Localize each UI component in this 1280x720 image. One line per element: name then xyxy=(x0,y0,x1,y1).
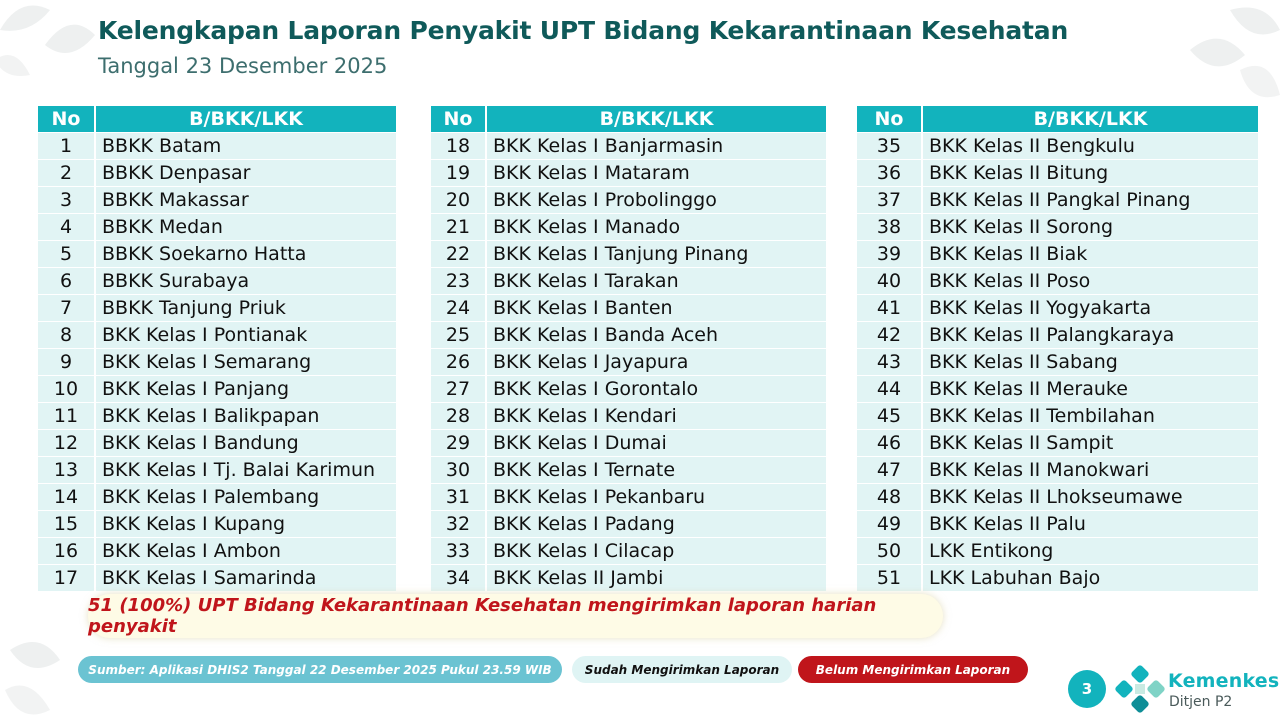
row-number: 45 xyxy=(857,403,922,430)
legend-not-reported xyxy=(798,656,1028,683)
table-row xyxy=(431,484,827,511)
row-number: 8 xyxy=(38,322,95,349)
row-unit-name: BKK Kelas I Palembang xyxy=(95,484,397,511)
row-number: 38 xyxy=(857,214,922,241)
col-header-no: No xyxy=(38,106,95,133)
table-row xyxy=(431,376,827,403)
row-number: 49 xyxy=(857,511,922,538)
row-number: 23 xyxy=(431,268,486,295)
table-row xyxy=(857,322,1259,349)
table-row xyxy=(857,511,1259,538)
table-row xyxy=(38,565,397,592)
table-row xyxy=(857,457,1259,484)
table-row xyxy=(857,565,1259,592)
table-row xyxy=(38,430,397,457)
row-number: 6 xyxy=(38,268,95,295)
row-number: 27 xyxy=(431,376,486,403)
col-header-name: B/BKK/LKK xyxy=(95,106,397,133)
row-unit-name: BKK Kelas I Semarang xyxy=(95,349,397,376)
row-number: 1 xyxy=(38,133,95,160)
table-row xyxy=(857,484,1259,511)
table-row xyxy=(431,538,827,565)
table-row xyxy=(431,403,827,430)
row-number: 41 xyxy=(857,295,922,322)
table-row xyxy=(38,538,397,565)
row-number: 22 xyxy=(431,241,486,268)
col-header-name: B/BKK/LKK xyxy=(922,106,1259,133)
row-unit-name: BKK Kelas I Kendari xyxy=(486,403,827,430)
row-number: 16 xyxy=(38,538,95,565)
row-number: 32 xyxy=(431,511,486,538)
row-number: 50 xyxy=(857,538,922,565)
table-row xyxy=(38,457,397,484)
legend-not-reported-label: Belum Mengirimkan Laporan xyxy=(815,662,1011,677)
table-row xyxy=(38,241,397,268)
row-unit-name: BBKK Denpasar xyxy=(95,160,397,187)
row-number: 36 xyxy=(857,160,922,187)
row-number: 48 xyxy=(857,484,922,511)
row-number: 9 xyxy=(38,349,95,376)
row-unit-name: BKK Kelas I Jayapura xyxy=(486,349,827,376)
row-unit-name: BKK Kelas I Kupang xyxy=(95,511,397,538)
row-number: 13 xyxy=(38,457,95,484)
table-row xyxy=(857,241,1259,268)
table-row xyxy=(38,511,397,538)
table-row xyxy=(431,565,827,592)
row-unit-name: BKK Kelas I Panjang xyxy=(95,376,397,403)
row-unit-name: BKK Kelas I Banjarmasin xyxy=(486,133,827,160)
row-number: 42 xyxy=(857,322,922,349)
table-row xyxy=(857,160,1259,187)
table-row xyxy=(431,511,827,538)
row-unit-name: BKK Kelas I Mataram xyxy=(486,160,827,187)
row-unit-name: BKK Kelas I Ambon xyxy=(95,538,397,565)
row-number: 44 xyxy=(857,376,922,403)
row-unit-name: BKK Kelas I Padang xyxy=(486,511,827,538)
decor-shape-top-right xyxy=(1170,0,1280,120)
logo-name: Kemenkes xyxy=(1168,670,1280,692)
table-row xyxy=(431,241,827,268)
table-row xyxy=(431,457,827,484)
table-row xyxy=(38,214,397,241)
row-unit-name: BKK Kelas II Sorong xyxy=(922,214,1259,241)
page-number-text: 3 xyxy=(1081,680,1093,698)
table-row xyxy=(431,160,827,187)
row-unit-name: BKK Kelas II Bengkulu xyxy=(922,133,1259,160)
row-unit-name: LKK Entikong xyxy=(922,538,1259,565)
decor-shape-bottom-left xyxy=(0,630,90,720)
source-badge xyxy=(78,656,562,683)
row-number: 21 xyxy=(431,214,486,241)
row-number: 37 xyxy=(857,187,922,214)
table-row xyxy=(857,268,1259,295)
row-unit-name: BKK Kelas II Palu xyxy=(922,511,1259,538)
table-row xyxy=(857,187,1259,214)
col-header-no: No xyxy=(431,106,486,133)
row-unit-name: BKK Kelas II Poso xyxy=(922,268,1259,295)
table-row xyxy=(38,268,397,295)
report-table-1 xyxy=(38,106,398,591)
table-row xyxy=(857,430,1259,457)
row-number: 51 xyxy=(857,565,922,592)
row-unit-name: BKK Kelas II Tembilahan xyxy=(922,403,1259,430)
row-unit-name: BKK Kelas I Banten xyxy=(486,295,827,322)
table-row xyxy=(38,160,397,187)
row-unit-name: BKK Kelas I Manado xyxy=(486,214,827,241)
row-unit-name: BKK Kelas II Jambi xyxy=(486,565,827,592)
table-row xyxy=(857,376,1259,403)
row-unit-name: BBKK Soekarno Hatta xyxy=(95,241,397,268)
row-unit-name: BKK Kelas II Sabang xyxy=(922,349,1259,376)
row-number: 4 xyxy=(38,214,95,241)
row-unit-name: BKK Kelas I Bandung xyxy=(95,430,397,457)
row-unit-name: BBKK Makassar xyxy=(95,187,397,214)
row-number: 2 xyxy=(38,160,95,187)
table-row xyxy=(857,214,1259,241)
table-row xyxy=(431,322,827,349)
row-unit-name: BKK Kelas II Lhokseumawe xyxy=(922,484,1259,511)
table-row xyxy=(38,295,397,322)
row-number: 5 xyxy=(38,241,95,268)
table-row xyxy=(857,349,1259,376)
row-unit-name: BBKK Medan xyxy=(95,214,397,241)
table-row xyxy=(38,187,397,214)
source-text: Sumber: Aplikasi DHIS2 Tanggal 22 Desember 2025 Pukul 23.59 WIB xyxy=(88,662,552,677)
page-number xyxy=(1068,670,1106,708)
logo-subtitle: Ditjen P2 xyxy=(1169,694,1233,710)
table-row xyxy=(431,187,827,214)
row-number: 34 xyxy=(431,565,486,592)
row-unit-name: BKK Kelas I Pekanbaru xyxy=(486,484,827,511)
row-unit-name: BKK Kelas I Tarakan xyxy=(486,268,827,295)
row-unit-name: BKK Kelas I Banda Aceh xyxy=(486,322,827,349)
row-number: 11 xyxy=(38,403,95,430)
row-unit-name: BKK Kelas I Pontianak xyxy=(95,322,397,349)
table-row xyxy=(431,268,827,295)
report-table-3 xyxy=(857,106,1260,591)
table-row xyxy=(38,403,397,430)
row-number: 29 xyxy=(431,430,486,457)
table-row xyxy=(431,133,827,160)
row-number: 17 xyxy=(38,565,95,592)
row-number: 47 xyxy=(857,457,922,484)
table-row xyxy=(38,376,397,403)
row-number: 15 xyxy=(38,511,95,538)
row-number: 35 xyxy=(857,133,922,160)
row-unit-name: BKK Kelas I Ternate xyxy=(486,457,827,484)
page-title: Kelengkapan Laporan Penyakit UPT Bidang Kekarantinaan Kesehatan xyxy=(98,16,1069,45)
row-number: 46 xyxy=(857,430,922,457)
row-unit-name: BKK Kelas I Tanjung Pinang xyxy=(486,241,827,268)
col-header-name: B/BKK/LKK xyxy=(486,106,827,133)
table-row xyxy=(857,295,1259,322)
row-number: 24 xyxy=(431,295,486,322)
table-row xyxy=(38,133,397,160)
row-unit-name: BBKK Tanjung Priuk xyxy=(95,295,397,322)
row-number: 30 xyxy=(431,457,486,484)
row-number: 39 xyxy=(857,241,922,268)
row-number: 12 xyxy=(38,430,95,457)
row-unit-name: BKK Kelas II Merauke xyxy=(922,376,1259,403)
report-table-2 xyxy=(431,106,828,591)
row-number: 31 xyxy=(431,484,486,511)
row-unit-name: BKK Kelas I Tj. Balai Karimun xyxy=(95,457,397,484)
row-unit-name: LKK Labuhan Bajo xyxy=(922,565,1259,592)
table-row xyxy=(38,322,397,349)
row-unit-name: BKK Kelas II Pangkal Pinang xyxy=(922,187,1259,214)
row-unit-name: BKK Kelas I Dumai xyxy=(486,430,827,457)
table-row xyxy=(38,349,397,376)
table-row xyxy=(857,538,1259,565)
row-number: 3 xyxy=(38,187,95,214)
row-number: 10 xyxy=(38,376,95,403)
row-unit-name: BKK Kelas II Yogyakarta xyxy=(922,295,1259,322)
table-row xyxy=(38,484,397,511)
row-unit-name: BKK Kelas II Bitung xyxy=(922,160,1259,187)
row-number: 28 xyxy=(431,403,486,430)
table-row xyxy=(431,214,827,241)
row-unit-name: BKK Kelas II Palangkaraya xyxy=(922,322,1259,349)
row-number: 33 xyxy=(431,538,486,565)
row-unit-name: BBKK Surabaya xyxy=(95,268,397,295)
row-number: 25 xyxy=(431,322,486,349)
table-row xyxy=(857,133,1259,160)
kemenkes-logo-icon xyxy=(1114,664,1166,714)
legend-reported xyxy=(572,656,792,683)
row-unit-name: BKK Kelas II Sampit xyxy=(922,430,1259,457)
table-row xyxy=(431,430,827,457)
row-unit-name: BKK Kelas I Gorontalo xyxy=(486,376,827,403)
legend-reported-label: Sudah Mengirimkan Laporan xyxy=(584,662,780,677)
row-number: 43 xyxy=(857,349,922,376)
row-unit-name: BKK Kelas I Balikpapan xyxy=(95,403,397,430)
row-number: 18 xyxy=(431,133,486,160)
table-row xyxy=(431,295,827,322)
row-number: 7 xyxy=(38,295,95,322)
row-number: 40 xyxy=(857,268,922,295)
row-number: 20 xyxy=(431,187,486,214)
row-unit-name: BKK Kelas I Probolinggo xyxy=(486,187,827,214)
row-unit-name: BKK Kelas II Manokwari xyxy=(922,457,1259,484)
row-unit-name: BKK Kelas I Cilacap xyxy=(486,538,827,565)
row-unit-name: BKK Kelas I Samarinda xyxy=(95,565,397,592)
row-unit-name: BKK Kelas II Biak xyxy=(922,241,1259,268)
page-subtitle: Tanggal 23 Desember 2025 xyxy=(98,54,388,78)
col-header-no: No xyxy=(857,106,922,133)
summary-banner xyxy=(88,594,943,638)
row-number: 14 xyxy=(38,484,95,511)
summary-text: 51 (100%) UPT Bidang Kekarantinaan Kesehatan mengirimkan laporan harian penyakit xyxy=(88,595,877,637)
row-number: 26 xyxy=(431,349,486,376)
table-row xyxy=(857,403,1259,430)
table-row xyxy=(431,349,827,376)
decor-shape-top-left xyxy=(0,0,100,80)
row-unit-name: BBKK Batam xyxy=(95,133,397,160)
row-number: 19 xyxy=(431,160,486,187)
